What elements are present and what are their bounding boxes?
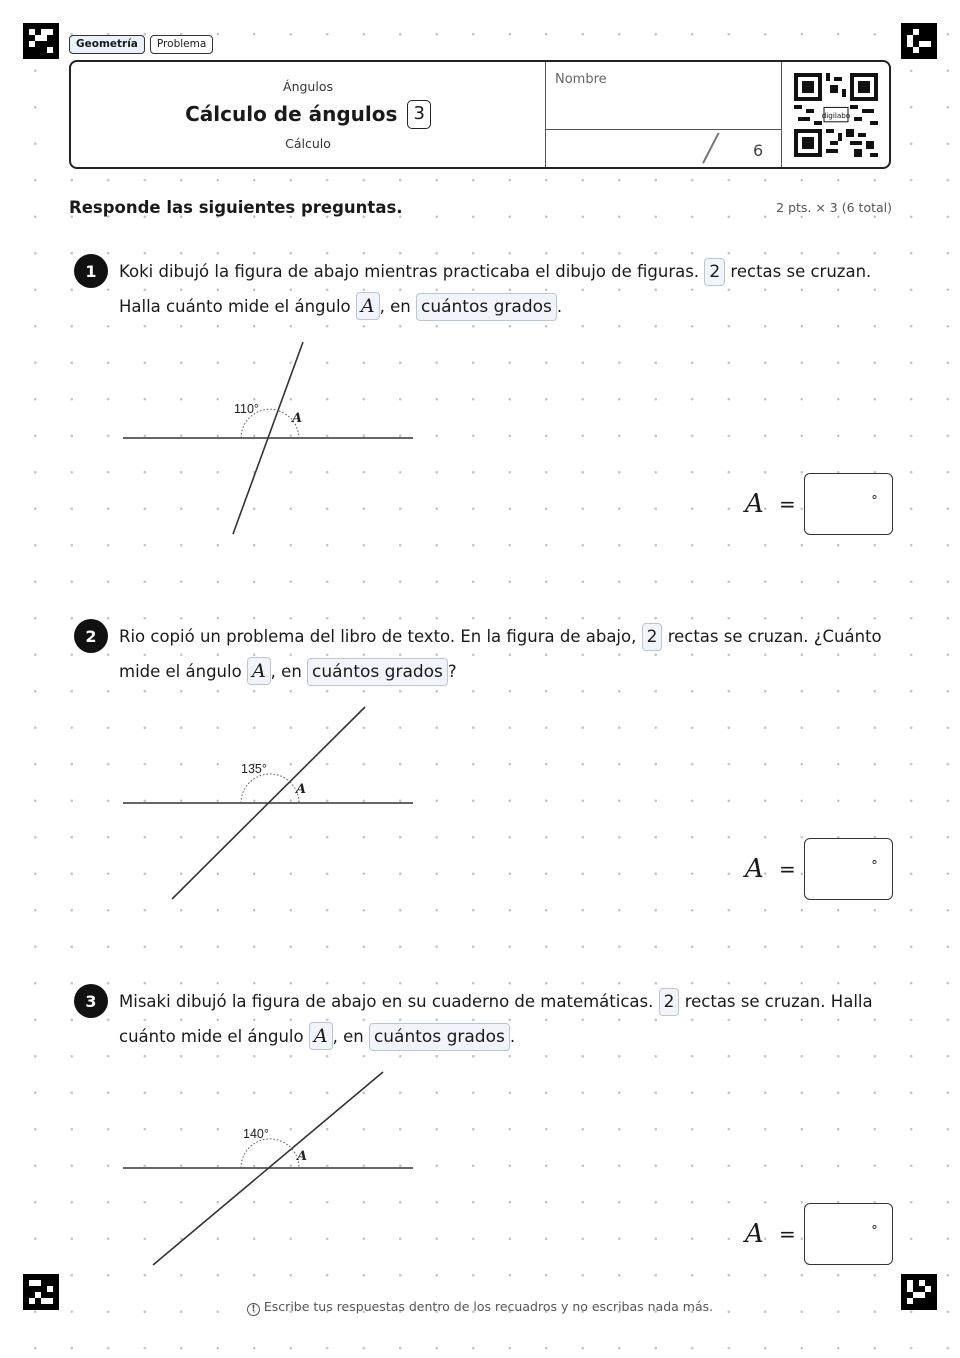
lines-count-chip: 2 [659, 988, 680, 1016]
question-text-part: Rio copió un problema del libro de texto. En la figura de abajo, [119, 627, 637, 646]
question-text-part: ? [447, 662, 457, 681]
question-text-part: . [509, 1027, 516, 1046]
tag-subject: Geometría [69, 35, 145, 54]
score-total: 6 [753, 141, 764, 160]
subtitle: Cálculo [285, 135, 331, 151]
unit-chip: cuántos grados [307, 658, 448, 686]
unit-chip: cuántos grados [369, 1023, 510, 1051]
intersecting-lines-figure [110, 701, 430, 911]
intersecting-lines-figure [110, 336, 430, 546]
answer-row [745, 473, 893, 535]
worksheet-header [69, 60, 891, 169]
answer-row [745, 838, 893, 900]
degree-unit: ° [871, 1224, 878, 1239]
question-text [119, 619, 891, 689]
question-text-part: , en [332, 1027, 364, 1046]
question-number-badge: 3 [74, 984, 108, 1018]
worksheet-tags [69, 35, 213, 54]
title-block [71, 62, 546, 167]
info-icon: ! [247, 1303, 260, 1316]
equals-sign: = [779, 857, 796, 881]
question-text-part: , en [379, 297, 411, 316]
footer-note [0, 1299, 960, 1316]
worksheet-number: 3 [407, 100, 430, 129]
lines-count-chip: 2 [704, 258, 725, 286]
equals-sign: = [779, 1222, 796, 1246]
answer-label: A [745, 854, 764, 884]
points-summary: 2 pts. × 3 (6 total) [776, 200, 892, 215]
instructions: Responde las siguientes preguntas. [69, 198, 403, 217]
name-label: Nombre [555, 72, 607, 87]
answer-label: A [745, 489, 764, 519]
qr-code [782, 62, 889, 167]
qr-brand-text: digilabo [821, 110, 850, 120]
qr-code-icon [794, 73, 878, 157]
given-angle-arc [241, 1139, 292, 1168]
question-text-part: Misaki dibujó la figura de abajo en su cuaderno de matemáticas. [119, 992, 654, 1011]
name-field[interactable] [546, 62, 781, 130]
question-text-part: , en [270, 662, 302, 681]
angle-A-label: A [297, 1149, 308, 1164]
answer-box[interactable] [804, 473, 893, 535]
question-text-part: . [556, 297, 563, 316]
unit-chip: cuántos grados [416, 293, 557, 321]
score-field[interactable] [546, 130, 781, 167]
angle-A-label: A [292, 411, 303, 426]
degree-unit: ° [871, 859, 878, 874]
answer-box[interactable] [804, 1203, 893, 1265]
given-angle-label: 110° [234, 402, 259, 416]
registration-marker-top-left [23, 23, 59, 59]
page-title: Cálculo de ángulos [185, 102, 398, 126]
question-text-part: rectas se cruzan. ¿Cuánto mide el ángulo [119, 627, 882, 681]
angle-A-label: A [296, 782, 307, 797]
intersecting-lines-figure [110, 1066, 430, 1276]
student-block [546, 62, 782, 167]
angle-variable-chip: A [309, 1022, 333, 1050]
question-text-part: rectas se cruzan. Halla cuánto mide el ángulo [119, 262, 872, 316]
question-text-part: rectas se cruzan. Halla cuánto mide el ángulo [119, 992, 873, 1046]
given-angle-label: 140° [243, 1127, 269, 1141]
equals-sign: = [779, 492, 796, 516]
answer-row [745, 1203, 893, 1265]
question-text [119, 984, 891, 1054]
given-angle-label: 135° [241, 762, 267, 776]
question-text-part: Koki dibujó la figura de abajo mientras practicaba el dibujo de figuras. [119, 262, 700, 281]
angle-variable-chip: A [247, 657, 271, 685]
answer-box[interactable] [804, 838, 893, 900]
tag-type: Problema [150, 35, 213, 54]
topic-label: Ángulos [283, 78, 333, 94]
question-number-badge: 2 [74, 619, 108, 653]
question-number-badge: 1 [74, 254, 108, 288]
degree-unit: ° [871, 494, 878, 509]
angle-variable-chip: A [356, 292, 380, 320]
question-text [119, 254, 891, 324]
lines-count-chip: 2 [642, 623, 663, 651]
score-slash: ╱ [703, 134, 719, 164]
registration-marker-top-right [901, 23, 937, 59]
answer-label: A [745, 1219, 764, 1249]
footer-text: Escribe tus respuestas dentro de los recuadros y no escribas nada más. [263, 1299, 714, 1314]
